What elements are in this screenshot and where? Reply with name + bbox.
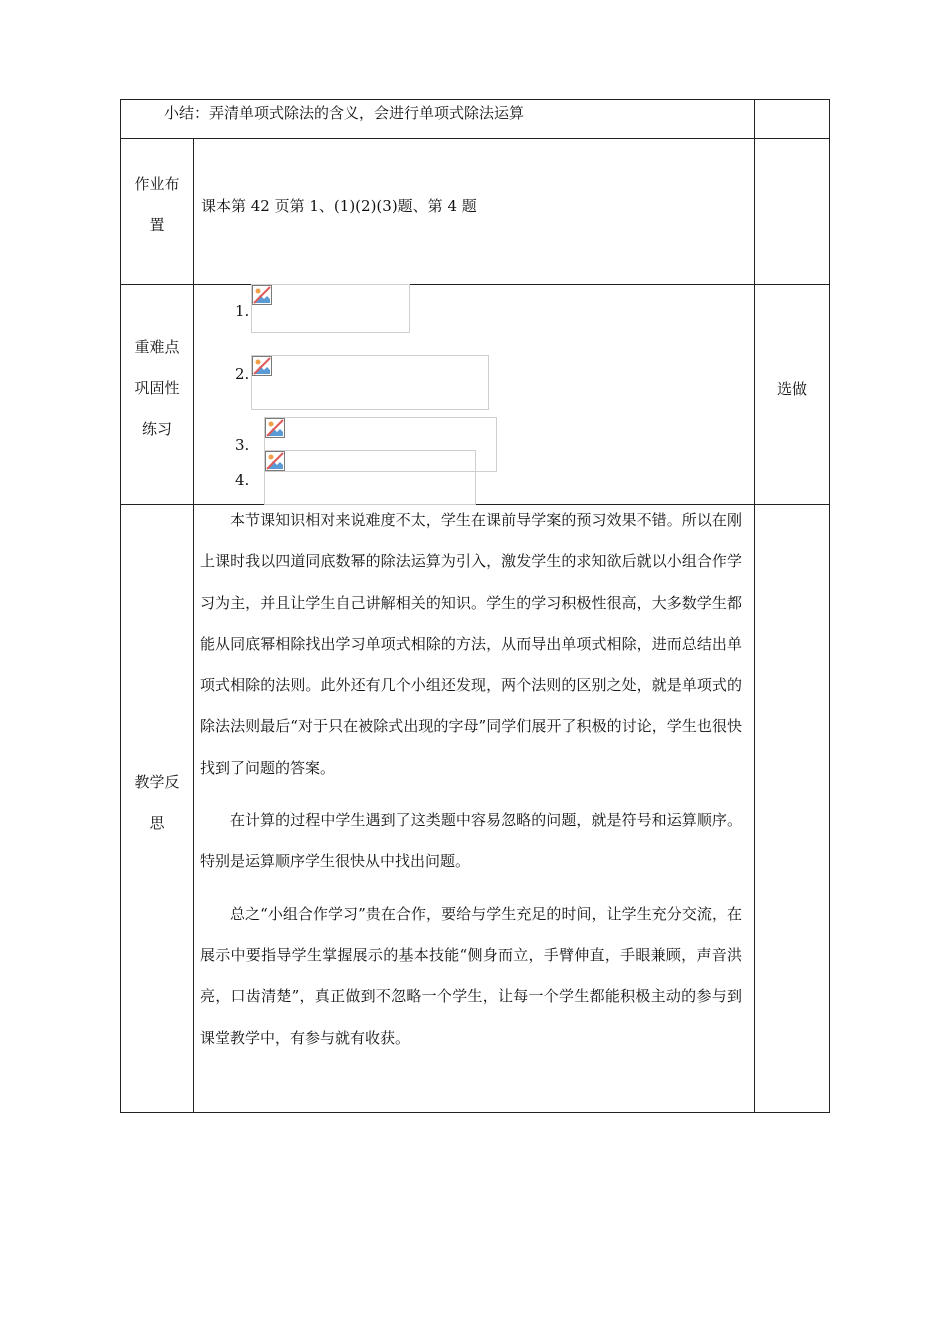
- broken-image-icon: [252, 356, 272, 376]
- homework-content: 课本第 42 页第 1、(1)(2)(3)题、第 4 题: [201, 197, 477, 215]
- reflection-label: [121, 762, 193, 844]
- row-divider: [121, 138, 829, 139]
- summary-text: 小结：弄清单项式除法的含义，会进行单项式除法运算: [164, 104, 525, 122]
- broken-image-icon: [252, 285, 272, 305]
- reflection-label-line2: 思: [149, 814, 165, 832]
- optional-note: 选做: [776, 380, 807, 398]
- practice-item-number: 1.: [235, 302, 250, 320]
- homework-label-line2: 置: [149, 216, 165, 234]
- practice-item-image: [251, 284, 410, 333]
- column-divider: [754, 100, 755, 1113]
- lesson-table: [120, 99, 830, 1113]
- reflection-paragraph: 本节课知识相对来说难度不太，学生在课前导学案的预习效果不错。所以在刚上课时我以四道同底数幂的除法运算为引入，激发学生的求知欲后就以小组合作学习为主，并且让学生自己讲解相关的知识。学生的学习积极性很高，大多数学生都能从同底幂相除找出学习单项式相除的方法，从而导出单项式相除，进而总结出单项式相除的法则。此外还有几个小组还发现，两个法则的区别之处，就是单项式的除法法则最后“对于只在被除式出现的字母”同学们展开了积极的讨论，学生也很快找到了问题的答案。: [200, 511, 742, 777]
- broken-image-icon: [265, 418, 285, 438]
- practice-item-image: [251, 355, 489, 410]
- practice-label-line3: 练习: [141, 420, 172, 438]
- practice-label: [121, 327, 193, 450]
- practice-item-image: [264, 450, 476, 505]
- practice-item-number: 4.: [235, 471, 250, 489]
- reflection-label-line1: 教学反: [134, 773, 180, 791]
- practice-item-number: 2.: [235, 365, 250, 383]
- reflection-body: [200, 500, 742, 1059]
- row-divider: [121, 284, 829, 285]
- practice-label-line2: 巩固性: [134, 379, 180, 397]
- reflection-paragraph: 总之“小组合作学习”贵在合作，要给与学生充足的时间，让学生充分交流，在展示中要指导学生掌握展示的基本技能“侧身而立，手臂伸直，手眼兼顾，声音洪亮，口齿清楚”，真正做到不忽略一个学生，让每一个学生都能积极主动的参与到课堂教学中，有参与就有收获。: [200, 904, 742, 1047]
- practice-item-number: 3.: [235, 436, 250, 454]
- column-divider: [193, 138, 194, 1113]
- reflection-paragraph: 在计算的过程中学生遇到了这类题中容易忽略的问题，就是符号和运算顺序。特别是运算顺序学生很快从中找出问题。: [200, 811, 742, 871]
- homework-label: [121, 164, 193, 246]
- homework-label-line1: 作业布: [134, 175, 180, 193]
- practice-label-line1: 重难点: [134, 338, 180, 356]
- broken-image-icon: [265, 451, 285, 471]
